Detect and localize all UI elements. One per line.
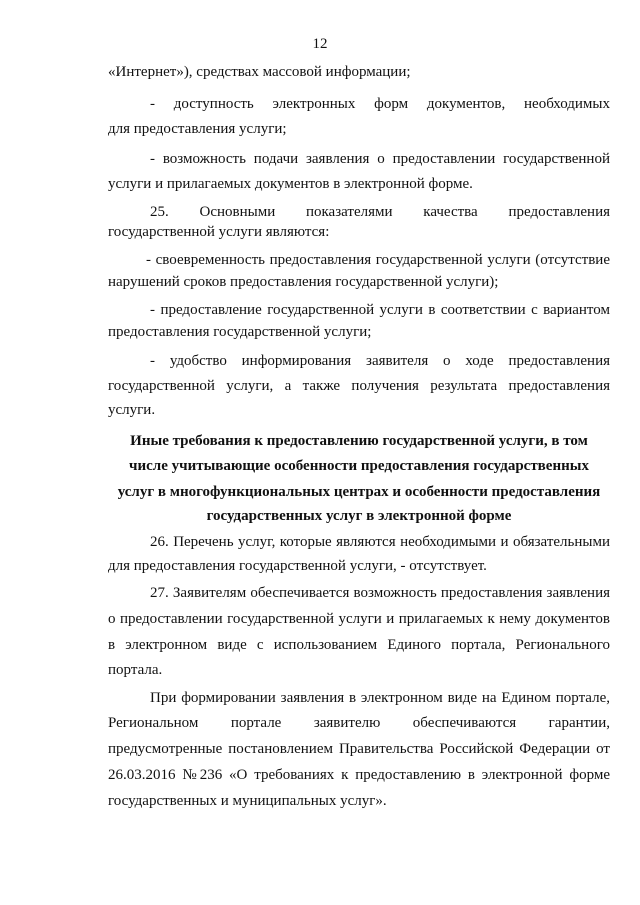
text-line: - удобство информирования заявителя о ходе предоставления: [150, 353, 610, 369]
text-line: 25. Основными показателями качества предоставления: [150, 204, 610, 220]
text-line: «Интернет»), средствах массовой информации;: [108, 64, 411, 80]
text-line: услуги и прилагаемых документов в электронной форме.: [108, 176, 473, 192]
section-heading-line: услуг в многофункциональных центрах и особенности предоставления: [117, 484, 601, 500]
page-number: 12: [312, 36, 328, 52]
text-line: государственных и муниципальных услуг».: [108, 793, 387, 809]
text-line: для предоставления услуги;: [108, 121, 287, 137]
text-line: 27. Заявителям обеспечивается возможность предоставления заявления: [150, 585, 610, 601]
text-line: - предоставление государственной услуги в соответствии с вариантом: [150, 302, 610, 318]
section-heading-line: государственных услуг в электронной форме: [206, 508, 512, 524]
text-line: - возможность подачи заявления о предоставлении государственной: [150, 151, 610, 167]
text-line: 26. Перечень услуг, которые являются необходимыми и обязательными: [150, 534, 610, 550]
text-line: - доступность электронных форм документов, необходимых: [150, 96, 610, 112]
text-line: услуги.: [108, 402, 156, 418]
text-line: При формировании заявления в электронном виде на Едином портале,: [150, 690, 610, 706]
text-line: для предоставления государственной услуги, - отсутствует.: [108, 558, 487, 574]
text-line: нарушений сроков предоставления государственной услуги);: [108, 274, 499, 290]
text-line: о предоставлении государственной услуги и прилагаемых к нему документов: [108, 611, 610, 627]
text-line: - своевременность предоставления государственной услуги (отсутствие: [146, 252, 610, 268]
section-heading-line: Иные требования к предоставлению государственной услуги, в том: [130, 433, 588, 449]
text-line: в электронном виде с использованием Единого портала, Регионального: [108, 637, 610, 653]
text-line: государственной услуги, а также получения результата предоставления: [108, 378, 610, 394]
text-line: 26.03.2016 №236 «О требованиях к предоставлению в электронной форме: [108, 767, 610, 783]
text-line: предусмотренные постановлением Правительства Российской Федерации от: [108, 741, 610, 757]
text-line: Региональном портале заявителю обеспечиваются гарантии,: [108, 715, 610, 731]
text-line: портала.: [108, 662, 163, 678]
text-line: государственной услуги являются:: [108, 224, 330, 240]
section-heading-line: числе учитывающие особенности предоставления государственных: [129, 458, 589, 474]
text-line: предоставления государственной услуги;: [108, 324, 372, 340]
